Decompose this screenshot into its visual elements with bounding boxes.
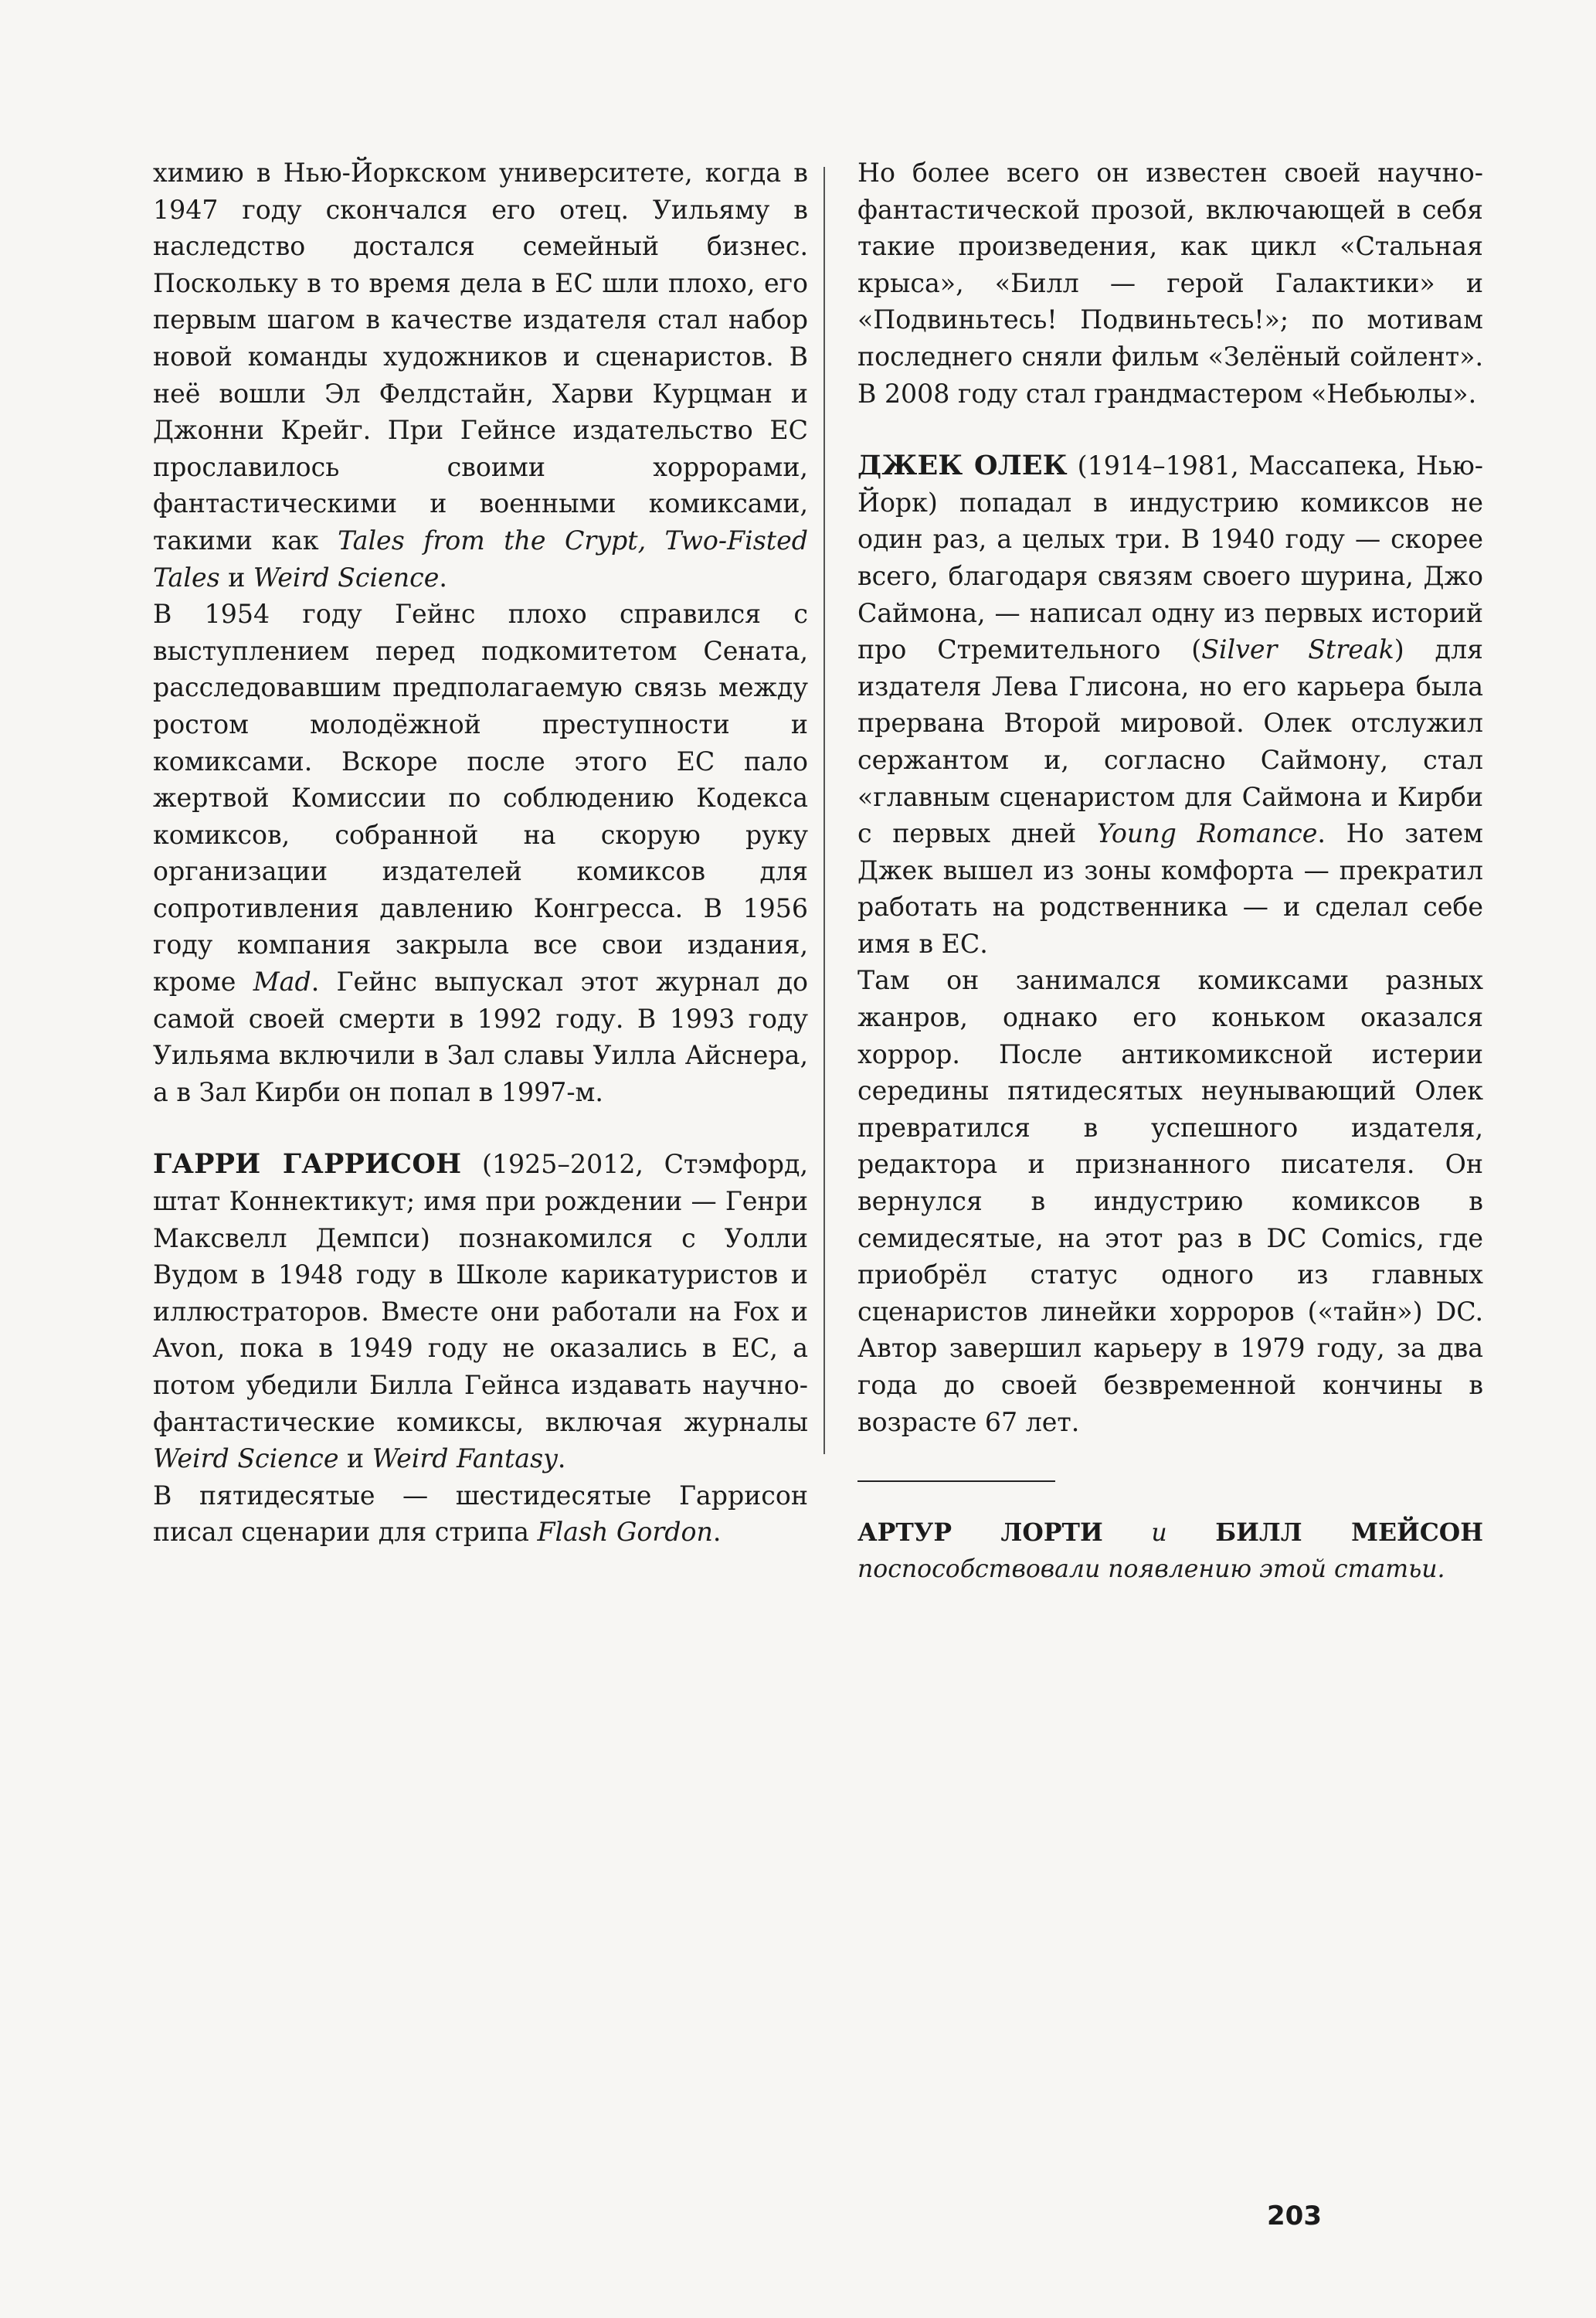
italic-title: Silver Streak xyxy=(1201,634,1394,665)
text-run: (1925–2012, Стэмфорд, штат Коннектикут; имя при рождении — Генри Максвелл Демпси) познакомился с Уолли Вудом в 1948 году в Школе карикатуристов и иллюстраторов. Вместе они работали на Fox и Avon, пока в 1949 году не оказались в ЕС, а потом убедили Билла Гейнса издавать научно-фантастические комиксы, включая журналы xyxy=(153,1149,809,1437)
page-number: 203 xyxy=(1267,2201,1322,2231)
italic-title: Flash Gordon xyxy=(537,1517,713,1548)
text-run: . xyxy=(712,1517,722,1548)
text-run: . Но затем Джек вышел из зоны комфорта — прекратил работать на родственника — и сделал себе имя в ЕС. xyxy=(857,818,1484,959)
italic-title: Weird Science xyxy=(253,562,440,593)
credit-conjunction: и xyxy=(1151,1519,1167,1548)
right-column xyxy=(857,155,1483,1588)
paragraph-oleck-bio xyxy=(857,447,1483,962)
paragraph-gaines-family xyxy=(153,155,808,596)
person-name: ГАРРИ ГАРРИСОН xyxy=(153,1148,462,1181)
credit-divider xyxy=(857,1480,1055,1482)
text-run: В пятидесятые — шестидесятые Гаррисон писал сценарии для стрипа xyxy=(153,1480,808,1548)
paragraph-harrison-bio xyxy=(153,1146,808,1477)
column-divider xyxy=(823,167,825,1454)
text-run: Но более всего он известен своей научно-фантастической прозой, включающей в себя такие произведения, как цикл «Стальная крыса», «Билл — герой Галактики» и «Подвиньтесь! Подвиньтесь!»; по мотивам последнего сняли фильм «Зелёный сойлент». В 2008 году стал грандмастером «Небьюлы». xyxy=(857,158,1483,409)
left-column xyxy=(153,155,808,1551)
text-run: и xyxy=(219,562,253,593)
credit-name-mason: БИЛЛ МЕЙСОН xyxy=(1215,1518,1484,1548)
paragraph-harrison-prose xyxy=(857,155,1483,412)
text-run: (1914–1981, Массапека, Нью-Йорк) попадал в индустрию комиксов не один раз, а целых три. В 1940 году — скорее всего, благодаря связям своего шурина, Джо Саймона, — написал одну из первых историй про Стремительного ( xyxy=(857,450,1484,665)
paragraph-harrison-flash-gordon xyxy=(153,1477,808,1551)
italic-title: Weird Fantasy xyxy=(372,1443,558,1474)
italic-title: Tales from the Crypt, Two-Fisted Tales xyxy=(153,525,808,593)
italic-title: Young Romance xyxy=(1096,818,1318,849)
text-run: химию в Нью-Йоркском университете, когда в 1947 году скончался его отец. Уильяму в наследство достался семейный бизнес. Поскольку в то время дела в ЕС шли плохо, его первым шагом в качестве издателя стал набор новой команды художников и сценаристов. В неё вошли Эл Фелдстайн, Харви Курцман и Джонни Крейг. При Гейнсе издательство ЕС прославилось своими хоррорами, фантастическими и военными комиксами, такими как xyxy=(153,158,808,556)
text-run: В 1954 году Гейнс плохо справился с выступлением перед подкомитетом Сената, расследовавшим предполагаемую связь между ростом молодёжной преступности и комиксами. Вскоре после этого ЕС пало жертвой Комиссии по соблюдению Кодекса комиксов, собранной на скорую руку организации издателей комиксов для сопротивления давлению Конгресса. В 1956 году компания закрыла все свои издания, кроме xyxy=(153,599,808,998)
credit-name-lortie: АРТУР ЛОРТИ xyxy=(857,1518,1103,1548)
italic-title: Mad xyxy=(253,967,311,998)
person-name: ДЖЕК ОЛЕК xyxy=(857,450,1068,482)
article-credit xyxy=(857,1514,1483,1588)
credit-text: поспособствовали появлению этой статьи. xyxy=(857,1555,1445,1584)
text-run: . Гейнс выпускал этот журнал до самой своей смерти в 1992 году. В 1993 году Уильяма включили в Зал славы Уилла Айснера, а в Зал Кирби он попал в 1997-м. xyxy=(153,967,808,1107)
text-run: ) для издателя Лева Глисона, но его карьера была прервана Второй мировой. Олек отслужил сержантом и, согласно Саймону, стал «главным сценаристом для Саймона и Кирби с первых дней xyxy=(857,634,1483,849)
text-run: . xyxy=(439,562,447,593)
paragraph-gaines-senate xyxy=(153,596,808,1110)
text-run: Там он занимался комиксами разных жанров, однако его коньком оказался хоррор. После антикомиксной истерии середины пятидесятых неунывающий Олек превратился в успешного издателя, редактора и признанного писателя. Он вернулся в индустрию комиксов в семидесятые, на этот раз в DC Comics, где приобрёл статус одного из главных сценаристов линейки хорроров («тайн») DC. Автор завершил карьеру в 1979 году, за два года до своей безвременной кончины в возрасте 67 лет. xyxy=(857,965,1483,1437)
text-run: . xyxy=(557,1443,566,1474)
text-run: и xyxy=(338,1443,372,1474)
italic-title: Weird Science xyxy=(153,1443,339,1474)
paragraph-oleck-career xyxy=(857,962,1483,1440)
